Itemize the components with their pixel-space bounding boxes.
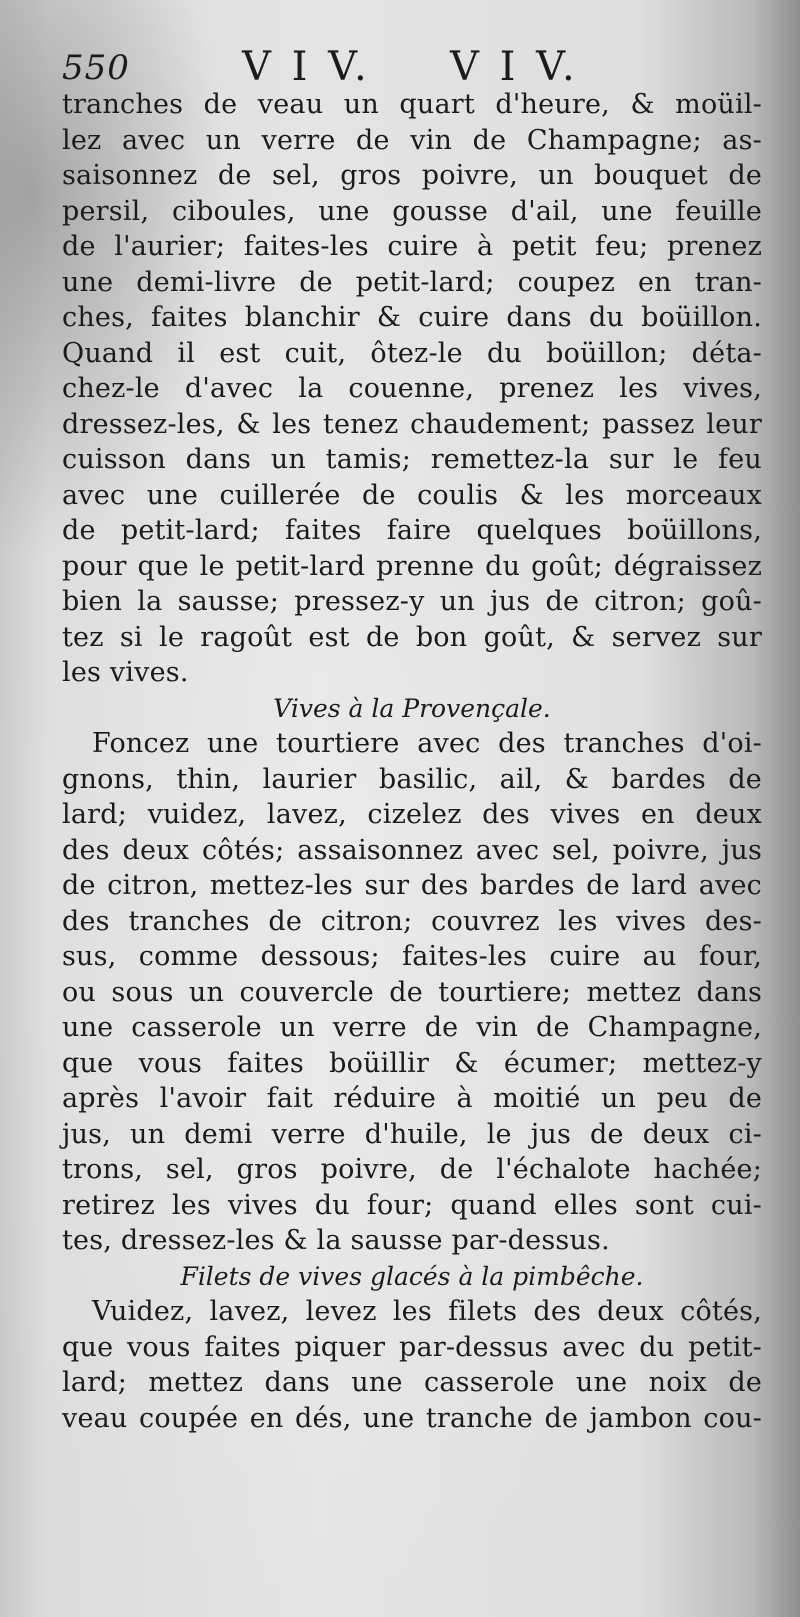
text-line: les vives. (62, 657, 189, 688)
text-line: de l'aurier; faites-les cuire à petit feu; prenez (62, 231, 762, 262)
section-heading: Filets de vives glacés à la pimbêche. (180, 1261, 644, 1291)
text-line: lard; mettez dans une casserole une noix de (62, 1367, 762, 1398)
text-line: lez avec un verre de vin de Champagne; as- (62, 124, 762, 156)
text-line: ches, faites blanchir & cuire dans du boüillon. (62, 302, 762, 333)
text-line: des tranches de citron; couvrez les vives des- (62, 905, 762, 937)
text-line: veau coupée en dés, une tranche de jambon cou- (62, 1402, 762, 1434)
running-head-left: V I V. (242, 44, 371, 90)
text-line: Foncez une tourtiere avec des tranches d'oi- (92, 728, 762, 759)
text-line: tranches de veau un quart d'heure, & moüil- (62, 89, 762, 120)
text-line: que vous faites piquer par-dessus avec du petit- (62, 1331, 762, 1363)
text-line: avec une cuillerée de coulis & les morceaux (62, 479, 762, 511)
text-line: de petit-lard; faites faire quelques boüillons, (62, 515, 762, 546)
text-line: saisonnez de sel, gros poivre, un bouquet de (62, 160, 762, 191)
text-line: persil, ciboules, une gousse d'ail, une feuille (62, 195, 762, 227)
page-number: 550 (62, 48, 130, 88)
text-line: que vous faites boüillir & écumer; mettez-y (62, 1047, 762, 1079)
text-line: tez si le ragoût est de bon goût, & servez sur (62, 621, 762, 653)
running-head-right: V I V. (450, 44, 579, 90)
text-line: Vuidez, lavez, levez les filets des deux côtés, (92, 1296, 762, 1327)
text-line: sus, comme dessous; faites-les cuire au four, (62, 941, 762, 972)
text-line: des deux côtés; assaisonnez avec sel, poivre, jus (62, 834, 762, 866)
text-line: pour que le petit-lard prenne du goût; dégraissez (62, 550, 762, 582)
text-line: après l'avoir fait réduire à moitié un peu de (62, 1083, 762, 1114)
text-line: jus, un demi verre d'huile, le jus de deux ci- (62, 1118, 762, 1150)
text-line: lard; vuidez, lavez, cizelez des vives en deux (62, 799, 762, 830)
text-line: chez-le d'avec la couenne, prenez les vives, (62, 373, 762, 404)
text-line: dressez-les, & les tenez chaudement; passez leur (62, 408, 762, 440)
text-line: bien la sausse; pressez-y un jus de citron; goû- (62, 586, 762, 617)
text-line: tes, dressez-les & la sausse par-dessus. (62, 1225, 610, 1256)
text-line: une demi-livre de petit-lard; coupez en tran- (62, 266, 762, 298)
body-text (62, 87, 762, 1436)
text-line: ou sous un couvercle de tourtiere; mettez dans (62, 976, 762, 1008)
text-line: trons, sel, gros poivre, de l'échalote hachée; (62, 1154, 762, 1185)
text-line: cuisson dans un tamis; remettez-la sur le feu (62, 444, 762, 475)
text-line: Quand il est cuit, ôtez-le du boüillon; déta- (62, 337, 762, 369)
text-line: retirez les vives du four; quand elles sont cui- (62, 1189, 762, 1221)
text-line: gnons, thin, laurier basilic, ail, & bardes de (62, 763, 762, 795)
section-heading: Vives à la Provençale. (273, 693, 551, 723)
text-line: de citron, mettez-les sur des bardes de lard avec (62, 870, 762, 901)
text-line: une casserole un verre de vin de Champagne, (62, 1012, 762, 1043)
